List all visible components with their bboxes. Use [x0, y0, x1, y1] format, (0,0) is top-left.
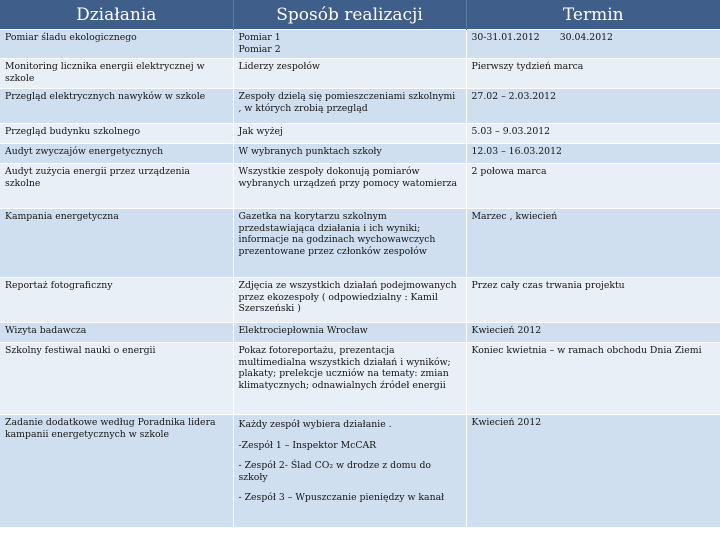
row-action: Przegląd elektrycznych nawyków w szkole [0, 89, 233, 124]
row-action: Reportaż fotograficzny [0, 278, 233, 323]
term-start: 30-31.01.2012 [471, 32, 540, 43]
row-method: W wybranych punktach szkoły [233, 144, 466, 164]
row-term: Kwiecień 2012 [466, 323, 720, 343]
row-action: Audyt zwyczajów energetycznych [0, 144, 233, 164]
row-method: Pokaz fotoreportażu, prezentacja multimedialna wszystkich działań i wyników; plakaty; prelekcje uczniów na tematy: zmian klimatycznych; odnawialnych źródeł energii [233, 343, 466, 415]
row-term: Koniec kwietnia – w ramach obchodu Dnia Ziemi [466, 343, 720, 415]
row-method: Wszystkie zespoły dokonują pomiarów wybranych urządzeń przy pomocy watomierza [233, 164, 466, 209]
row-method: Gazetka na korytarzu szkolnym przedstawiająca działania i ich wyniki; informacje na godzinach wychowawczych prezentowane przez członków zespołów [233, 209, 466, 278]
table-row [0, 278, 720, 323]
table-row [0, 323, 720, 343]
table-row [0, 415, 720, 527]
row-action: Wizyta badawcza [0, 323, 233, 343]
row-method [233, 30, 466, 59]
row-action: Monitoring licznika energii elektrycznej w szkole [0, 59, 233, 89]
row-term: 5.03 – 9.03.2012 [466, 124, 720, 144]
method-line: Pomiar 1 [238, 32, 281, 43]
header-term: Termin [466, 0, 720, 30]
table-row [0, 343, 720, 415]
row-term: 27.02 – 2.03.2012 [466, 89, 720, 124]
row-term: Kwiecień 2012 [466, 415, 720, 527]
method-line: Pomiar 2 [238, 43, 281, 55]
term-end: 30.04.2012 [559, 32, 613, 43]
table-header-row [0, 0, 720, 30]
row-method: Liderzy zespołów [233, 59, 466, 89]
table-row [0, 59, 720, 89]
header-actions: Działania [0, 0, 233, 30]
row-method: Jak wyżej [233, 124, 466, 144]
table-row [0, 124, 720, 144]
row-term: 12.03 – 16.03.2012 [466, 144, 720, 164]
row-term: Marzec , kwiecień [466, 209, 720, 278]
row-action: Pomiar śladu ekologicznego [0, 30, 233, 59]
row-method: Zespoły dzielą się pomieszczeniami szkolnymi , w których zrobią przegląd [233, 89, 466, 124]
method-paragraph: - Zespół 3 – Wpuszczanie pieniędzy w kanał [238, 492, 445, 503]
row-method: Zdjęcia ze wszystkich działań podejmowanych przez ekozespoły ( odpowiedzialny : Kamil Szerszeński ) [233, 278, 466, 323]
method-paragraph: - Zespół 2- Ślad CO₂ w drodze z domu do szkoły [238, 460, 431, 483]
table-row [0, 30, 720, 59]
row-term: 2 połowa marca [466, 164, 720, 209]
row-action: Zadanie dodatkowe według Poradnika lidera kampanii energetycznych w szkole [0, 415, 233, 527]
method-paragraph: Każdy zespół wybiera działanie . [238, 419, 392, 430]
row-term [466, 30, 720, 59]
table-row [0, 164, 720, 209]
header-method: Sposób realizacji [233, 0, 466, 30]
table-row [0, 89, 720, 124]
row-action: Szkolny festiwal nauki o energii [0, 343, 233, 415]
row-term: Przez cały czas trwania projektu [466, 278, 720, 323]
method-paragraph: -Zespół 1 – Inspektor McCAR [238, 439, 377, 451]
row-action: Kampania energetyczna [0, 209, 233, 278]
table-row [0, 209, 720, 278]
row-action: Przegląd budynku szkolnego [0, 124, 233, 144]
row-method [233, 415, 466, 527]
row-term: Pierwszy tydzień marca [466, 59, 720, 89]
row-method: Elektrociepłownia Wrocław [233, 323, 466, 343]
table-row [0, 144, 720, 164]
row-action: Audyt zużycia energii przez urządzenia szkolne [0, 164, 233, 209]
